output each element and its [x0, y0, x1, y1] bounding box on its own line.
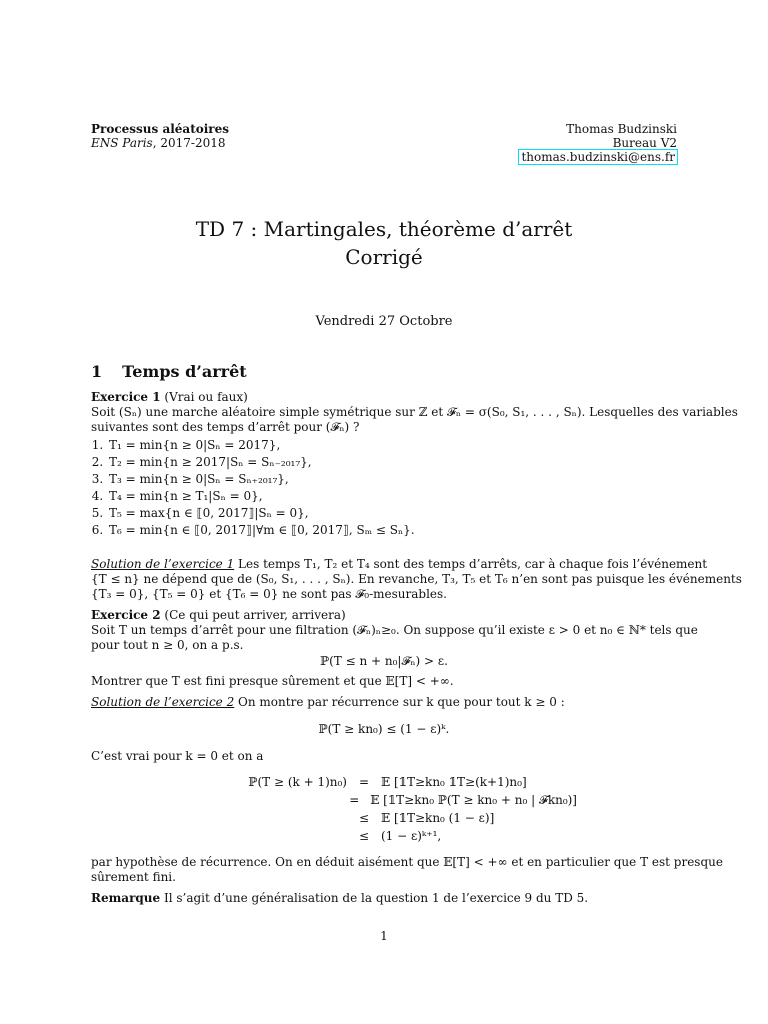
remark-text: Il s’agit d’une généralisation de la question 1 de l’exercice 9 du TD 5.: [160, 891, 589, 905]
exercise-2-equation: ℙ(T ≤ n + n₀|𝓕ₙ) > ε.: [320, 654, 448, 668]
document-subtitle: Corrigé: [345, 245, 423, 269]
author-name: Thomas Budzinski: [566, 122, 677, 136]
aligned-rel: ≤: [358, 811, 370, 825]
exercise-2-line-3: Montrer que T est fini presque sûrement et que 𝔼[T] < +∞.: [91, 674, 454, 688]
section-heading: [91, 362, 247, 381]
list-item: 4. T₄ = min{n ≥ T₁|Sₙ = 0},: [107, 488, 415, 505]
aligned-row: [217, 809, 577, 827]
aligned-lhs: [217, 827, 347, 845]
remark-label: Remarque: [91, 891, 161, 905]
aligned-lhs: [217, 791, 338, 809]
solution-1-line-3: {T₃ = 0}, {T₅ = 0} et {T₆ = 0} ne sont pas 𝓕₀-mesurables.: [91, 587, 447, 601]
solution-2-text: On montre par récurrence sur k que pour tout k ≥ 0 :: [234, 695, 565, 709]
document-title: TD 7 : Martingales, théorème d’arrêt: [195, 217, 573, 241]
list-item: 3. T₃ = min{n ≥ 0|Sₙ = Sₙ₊₂₀₁₇},: [107, 471, 415, 488]
exercise-2-heading: [91, 608, 346, 623]
exercise-1-subtitle: (Vrai ou faux): [160, 390, 248, 404]
exercise-1-intro-1: Soit (Sₙ) une marche aléatoire simple symétrique sur ℤ et 𝓕ₙ = σ(S₀, S₁, . . . , Sₙ). Lesquelles des variables: [91, 405, 738, 419]
exercise-2-subtitle: (Ce qui peut arriver, arrivera): [160, 608, 346, 622]
aligned-row: [217, 827, 577, 845]
exercise-1-list-wrap: [73, 437, 415, 539]
list-item: 5. T₅ = max{n ∈ ⟦0, 2017⟧|Sₙ = 0},: [107, 505, 415, 522]
list-item: 1. T₁ = min{n ≥ 0|Sₙ = 2017},: [107, 437, 415, 454]
aligned-rhs: 𝔼 [𝟙T≥kn₀ (1 − ε)]: [381, 811, 495, 825]
aligned-lhs: ℙ(T ≥ (k + 1)n₀): [248, 775, 347, 789]
aligned-row: [217, 791, 577, 809]
section-title: Temps d’arrêt: [122, 362, 247, 381]
solution-2-line-2: C’est vrai pour k = 0 et on a: [91, 749, 264, 763]
email-line: [518, 150, 678, 164]
aligned-rhs: 𝔼 [𝟙T≥kn₀ 𝟙T≥(k+1)n₀]: [381, 775, 527, 789]
exercise-1-heading: [91, 390, 248, 405]
aligned-rhs: 𝔼 [𝟙T≥kn₀ ℙ(T ≥ kn₀ + n₀ | 𝓕kn₀)]: [370, 793, 577, 807]
aligned-lhs: [217, 809, 347, 827]
solution-1-text: Les temps T₁, T₂ et T₄ sont des temps d’arrêts, car à chaque fois l’événement: [234, 557, 708, 571]
solution-2-equation: ℙ(T ≥ kn₀) ≤ (1 − ε)ᵏ.: [318, 722, 450, 736]
solution-1-label: Solution de l’exercice 1: [91, 557, 235, 571]
school-name: ENS Paris: [91, 136, 153, 150]
solution-2-line-4: sûrement fini.: [91, 870, 176, 884]
exercise-2-line-1: Soit T un temps d’arrêt pour une filtration (𝓕ₙ)ₙ≥₀. On suppose qu’il existe ε > 0 et n₀ ∈ ℕ* tels que: [91, 623, 698, 637]
exercise-1-list: [73, 437, 415, 539]
course-title: Processus aléatoires: [91, 122, 230, 136]
remark: [91, 891, 588, 906]
page-number: 1: [380, 929, 388, 943]
solution-1-line-2: {T ≤ n} ne dépend que de (S₀, S₁, . . . , Sₙ). En revanche, T₃, T₅ et T₆ n’en sont pas puisque les événements: [91, 572, 742, 586]
aligned-rel: =: [358, 775, 370, 789]
solution-1-line-1: [91, 557, 707, 572]
exercise-2-line-2: pour tout n ≥ 0, on a p.s.: [91, 638, 244, 652]
list-item: 6. T₆ = min{n ∈ ⟦0, 2017⟧|∀m ∈ ⟦0, 2017⟧, Sₘ ≤ Sₙ}.: [107, 522, 415, 539]
aligned-rel: ≤: [358, 829, 370, 843]
aligned-rel: =: [349, 793, 360, 807]
exercise-2-label: Exercice 2: [91, 608, 161, 622]
list-item: 2. T₂ = min{n ≥ 2017|Sₙ = Sₙ₋₂₀₁₇},: [107, 454, 415, 471]
email-link[interactable]: thomas.budzinski@ens.fr: [518, 149, 678, 165]
aligned-equations: [217, 773, 577, 845]
aligned-rhs: (1 − ε)ᵏ⁺¹,: [381, 829, 442, 843]
solution-2-line-1: [91, 695, 565, 710]
school-year: , 2017-2018: [152, 136, 226, 150]
aligned-row: [217, 773, 577, 791]
section-number: 1: [91, 362, 103, 381]
exercise-1-intro-2: suivantes sont des temps d’arrêt pour (𝓕ₙ) ?: [91, 420, 360, 434]
school-line: [91, 136, 225, 150]
solution-2-line-3: par hypothèse de récurrence. On en déduit aisément que 𝔼[T] < +∞ et en particulier que T est presque: [91, 855, 723, 869]
document-date: Vendredi 27 Octobre: [315, 314, 453, 329]
exercise-1-label: Exercice 1: [91, 390, 161, 404]
office: Bureau V2: [612, 136, 677, 150]
solution-2-label: Solution de l’exercice 2: [91, 695, 235, 709]
